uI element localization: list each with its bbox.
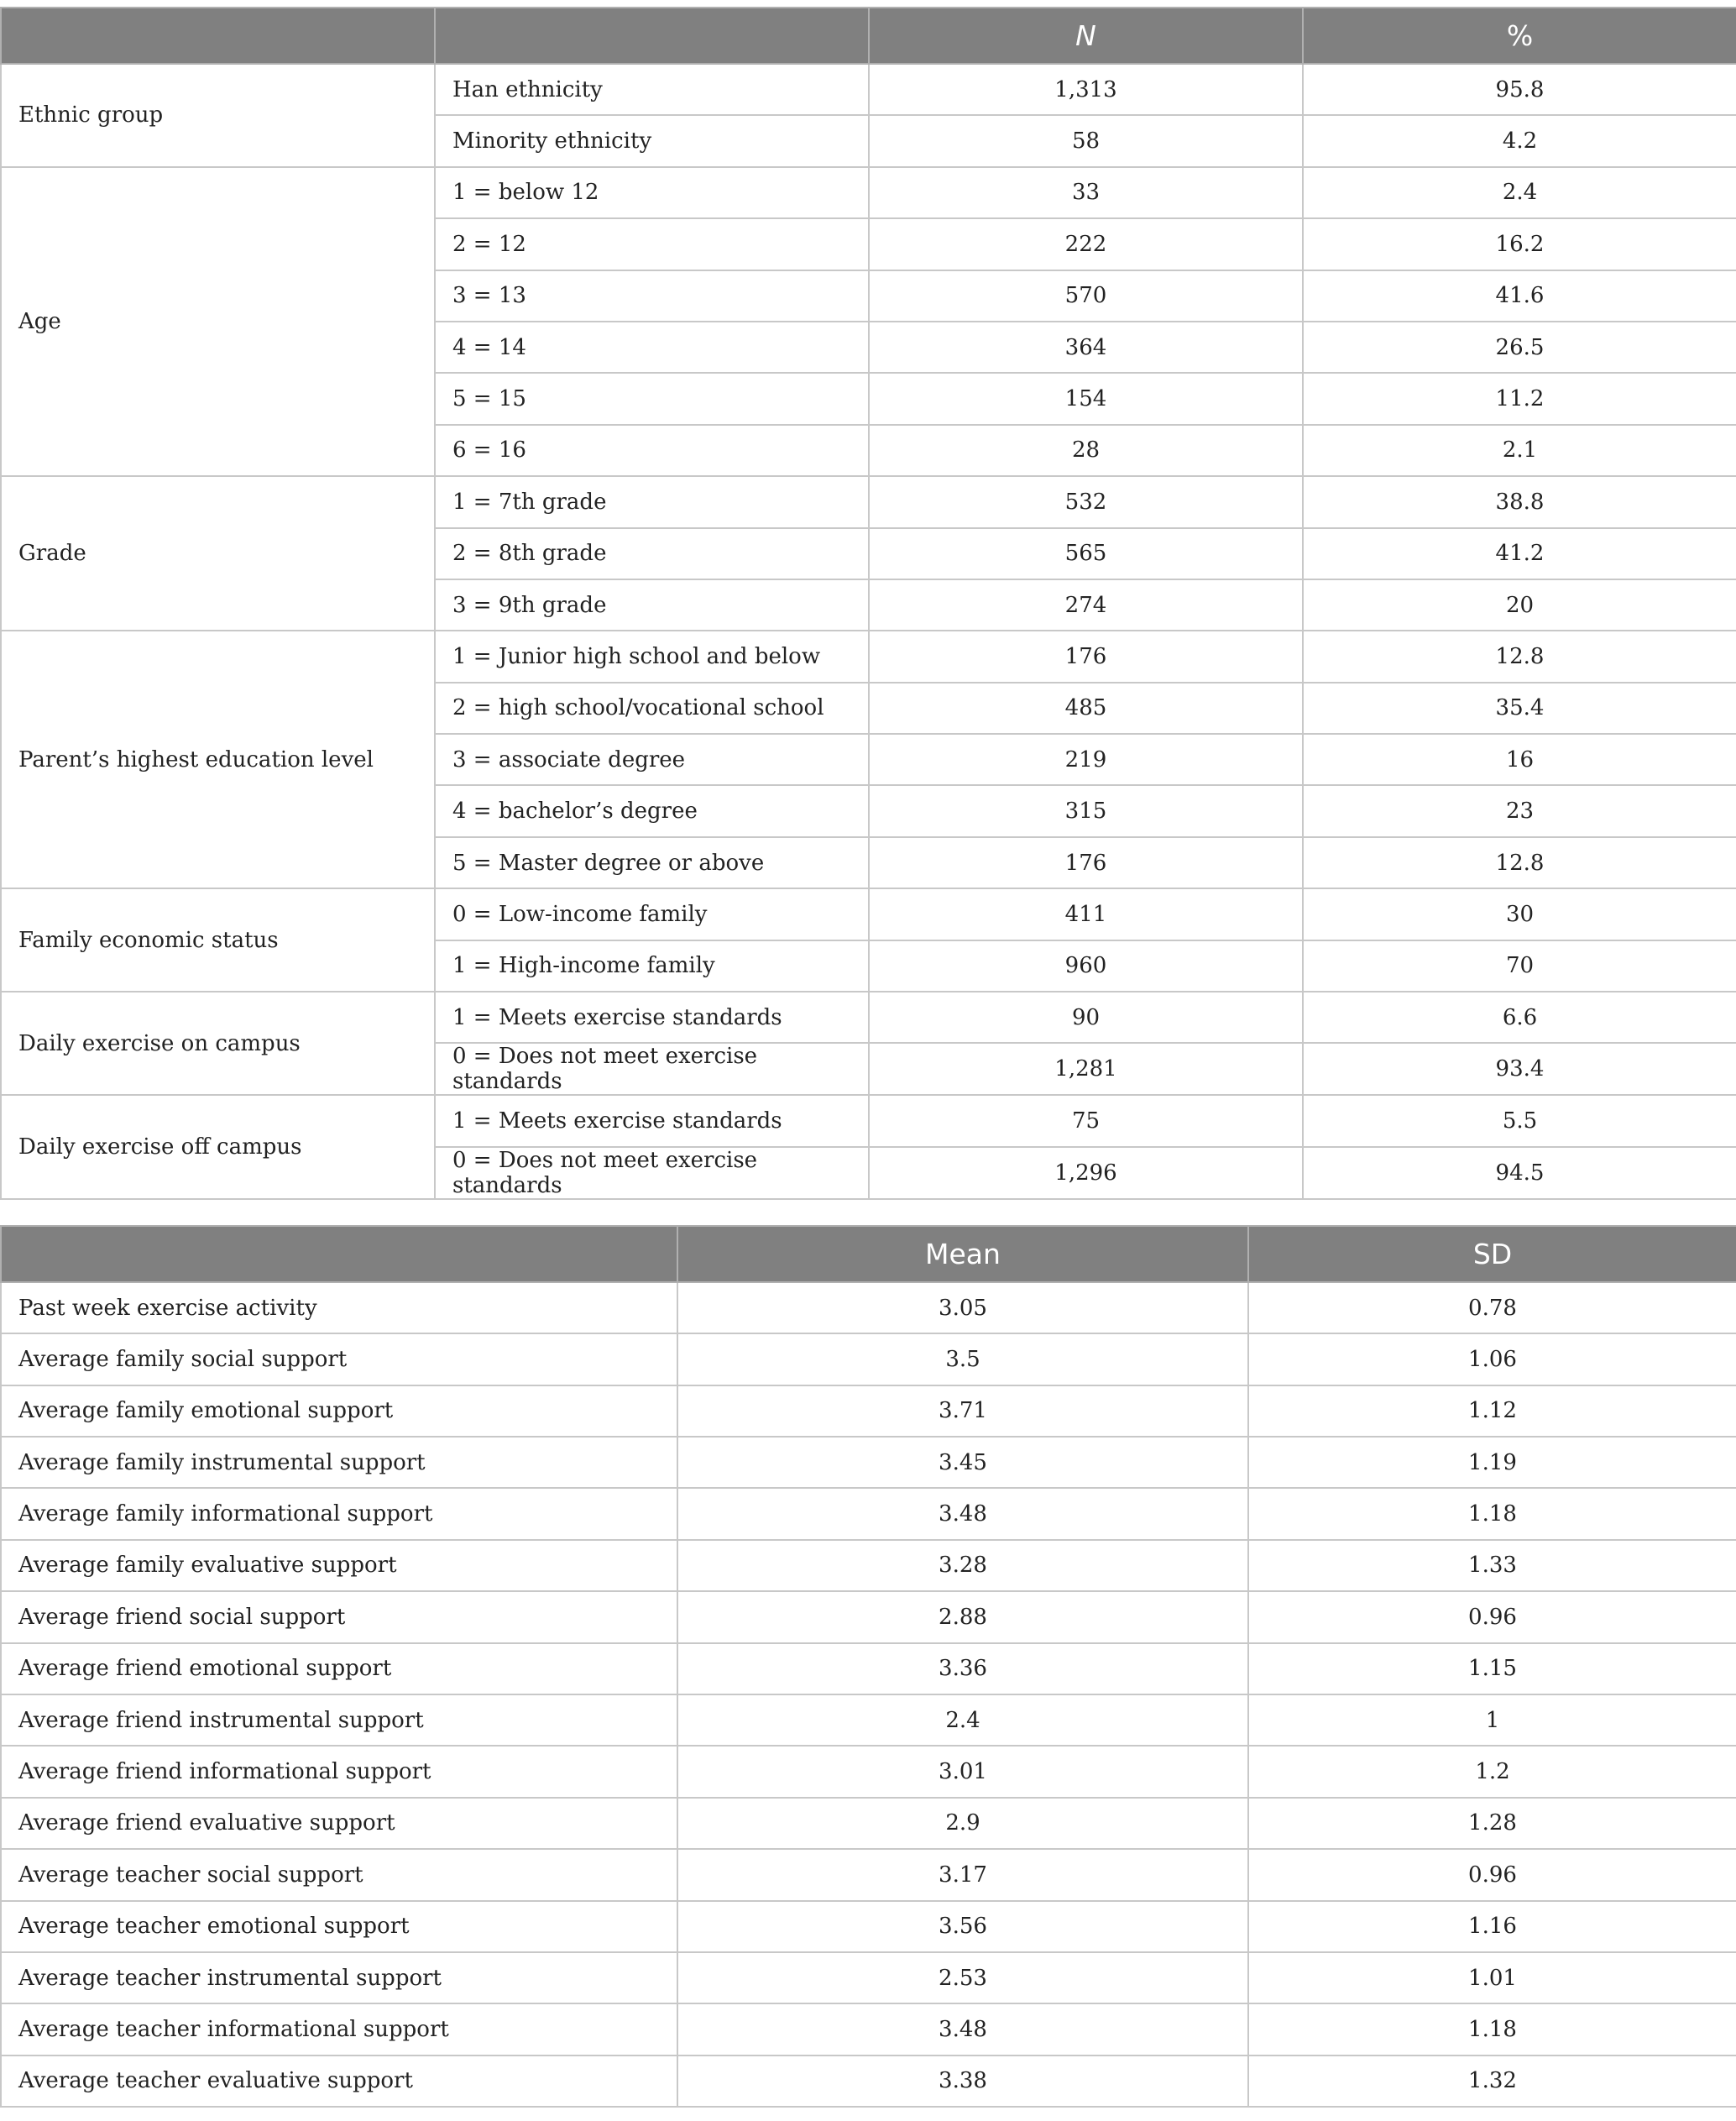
sd-cell: 0.96 xyxy=(1248,1591,1736,1642)
sd-cell: 0.78 xyxy=(1248,1282,1736,1333)
table-row xyxy=(1,1746,1736,1797)
header-n: N xyxy=(869,8,1303,64)
header-percent: % xyxy=(1303,8,1736,64)
demographics-table xyxy=(0,7,1736,1200)
category-cell: 1 = Meets exercise standards xyxy=(435,1095,869,1146)
n-cell: 58 xyxy=(869,115,1303,166)
table-row xyxy=(1,1901,1736,1952)
group-label: Family economic status xyxy=(1,888,435,992)
n-cell: 222 xyxy=(869,218,1303,270)
category-cell: Han ethnicity xyxy=(435,64,869,115)
category-cell: 3 = 13 xyxy=(435,270,869,322)
category-cell: 3 = associate degree xyxy=(435,734,869,785)
n-cell: 364 xyxy=(869,322,1303,373)
measure-label: Average teacher evaluative support xyxy=(1,2056,677,2107)
sd-cell: 1.2 xyxy=(1248,1746,1736,1797)
measure-label: Average teacher instrumental support xyxy=(1,1952,677,2003)
mean-cell: 2.4 xyxy=(677,1694,1248,1746)
table-row xyxy=(1,888,1736,940)
table-row xyxy=(1,1437,1736,1488)
percent-cell: 20 xyxy=(1303,579,1736,631)
n-cell: 75 xyxy=(869,1095,1303,1146)
table-row xyxy=(1,1643,1736,1694)
category-cell: 1 = Meets exercise standards xyxy=(435,992,869,1043)
percent-cell: 41.6 xyxy=(1303,270,1736,322)
n-cell: 1,313 xyxy=(869,64,1303,115)
sd-cell: 1 xyxy=(1248,1694,1736,1746)
table-row xyxy=(1,631,1736,682)
percent-cell: 5.5 xyxy=(1303,1095,1736,1146)
percent-cell: 2.1 xyxy=(1303,425,1736,476)
descriptives-body xyxy=(1,1282,1736,2107)
percent-cell: 94.5 xyxy=(1303,1147,1736,1199)
n-cell: 485 xyxy=(869,683,1303,734)
table-row xyxy=(1,1282,1736,1333)
sd-cell: 1.18 xyxy=(1248,1488,1736,1539)
category-cell: 0 = Low-income family xyxy=(435,888,869,940)
percent-cell: 95.8 xyxy=(1303,64,1736,115)
n-cell: 28 xyxy=(869,425,1303,476)
mean-cell: 3.48 xyxy=(677,2003,1248,2055)
n-cell: 532 xyxy=(869,476,1303,527)
table-row xyxy=(1,1488,1736,1539)
measure-label: Past week exercise activity xyxy=(1,1282,677,1333)
n-cell: 176 xyxy=(869,631,1303,682)
percent-cell: 93.4 xyxy=(1303,1043,1736,1095)
mean-cell: 3.38 xyxy=(677,2056,1248,2107)
mean-cell: 3.45 xyxy=(677,1437,1248,1488)
category-cell: 5 = 15 xyxy=(435,373,869,424)
header-category xyxy=(435,8,869,64)
sd-cell: 1.19 xyxy=(1248,1437,1736,1488)
sd-cell: 1.01 xyxy=(1248,1952,1736,2003)
category-cell: 5 = Master degree or above xyxy=(435,837,869,888)
category-cell: 1 = below 12 xyxy=(435,167,869,218)
mean-cell: 3.05 xyxy=(677,1282,1248,1333)
n-cell: 154 xyxy=(869,373,1303,424)
table-row xyxy=(1,992,1736,1043)
table-row xyxy=(1,1952,1736,2003)
n-cell: 411 xyxy=(869,888,1303,940)
header-mean: Mean xyxy=(677,1226,1248,1282)
category-cell: 1 = Junior high school and below xyxy=(435,631,869,682)
demographics-body xyxy=(1,64,1736,1199)
percent-cell: 38.8 xyxy=(1303,476,1736,527)
percent-cell: 35.4 xyxy=(1303,683,1736,734)
header-measure xyxy=(1,1226,677,1282)
descriptives-table xyxy=(0,1225,1736,2108)
group-label: Age xyxy=(1,167,435,476)
category-cell: Minority ethnicity xyxy=(435,115,869,166)
header-variable xyxy=(1,8,435,64)
mean-cell: 3.36 xyxy=(677,1643,1248,1694)
category-cell: 1 = High-income family xyxy=(435,940,869,992)
percent-cell: 16.2 xyxy=(1303,218,1736,270)
percent-cell: 70 xyxy=(1303,940,1736,992)
n-cell: 570 xyxy=(869,270,1303,322)
category-cell: 0 = Does not meet exercise standards xyxy=(435,1147,869,1199)
category-cell: 6 = 16 xyxy=(435,425,869,476)
mean-cell: 3.5 xyxy=(677,1333,1248,1385)
category-cell: 3 = 9th grade xyxy=(435,579,869,631)
percent-cell: 26.5 xyxy=(1303,322,1736,373)
sd-cell: 1.15 xyxy=(1248,1643,1736,1694)
category-cell: 4 = 14 xyxy=(435,322,869,373)
table-row xyxy=(1,64,1736,115)
table-row xyxy=(1,1591,1736,1642)
sd-cell: 1.32 xyxy=(1248,2056,1736,2107)
percent-cell: 11.2 xyxy=(1303,373,1736,424)
table-row xyxy=(1,2003,1736,2055)
sd-cell: 1.16 xyxy=(1248,1901,1736,1952)
measure-label: Average family informational support xyxy=(1,1488,677,1539)
n-cell: 33 xyxy=(869,167,1303,218)
measure-label: Average friend emotional support xyxy=(1,1643,677,1694)
category-cell: 0 = Does not meet exercise standards xyxy=(435,1043,869,1095)
mean-cell: 3.28 xyxy=(677,1540,1248,1591)
n-cell: 1,296 xyxy=(869,1147,1303,1199)
demographics-header-row xyxy=(1,8,1736,64)
table-row xyxy=(1,1540,1736,1591)
measure-label: Average family instrumental support xyxy=(1,1437,677,1488)
table-row xyxy=(1,476,1736,527)
descriptives-header-row xyxy=(1,1226,1736,1282)
percent-cell: 12.8 xyxy=(1303,631,1736,682)
mean-cell: 2.53 xyxy=(677,1952,1248,2003)
measure-label: Average family emotional support xyxy=(1,1385,677,1437)
table-row xyxy=(1,167,1736,218)
measure-label: Average friend informational support xyxy=(1,1746,677,1797)
category-cell: 1 = 7th grade xyxy=(435,476,869,527)
table-row xyxy=(1,1333,1736,1385)
measure-label: Average friend evaluative support xyxy=(1,1798,677,1849)
n-cell: 960 xyxy=(869,940,1303,992)
n-cell: 274 xyxy=(869,579,1303,631)
mean-cell: 2.9 xyxy=(677,1798,1248,1849)
percent-cell: 6.6 xyxy=(1303,992,1736,1043)
category-cell: 2 = high school/vocational school xyxy=(435,683,869,734)
mean-cell: 3.56 xyxy=(677,1901,1248,1952)
measure-label: Average friend instrumental support xyxy=(1,1694,677,1746)
measure-label: Average family evaluative support xyxy=(1,1540,677,1591)
n-cell: 219 xyxy=(869,734,1303,785)
sd-cell: 1.12 xyxy=(1248,1385,1736,1437)
percent-cell: 4.2 xyxy=(1303,115,1736,166)
category-cell: 4 = bachelor’s degree xyxy=(435,785,869,836)
group-label: Daily exercise off campus xyxy=(1,1095,435,1198)
group-label: Parent’s highest education level xyxy=(1,631,435,888)
table-row xyxy=(1,1849,1736,1900)
sd-cell: 1.28 xyxy=(1248,1798,1736,1849)
group-label: Grade xyxy=(1,476,435,631)
n-cell: 176 xyxy=(869,837,1303,888)
mean-cell: 3.71 xyxy=(677,1385,1248,1437)
measure-label: Average teacher emotional support xyxy=(1,1901,677,1952)
n-cell: 90 xyxy=(869,992,1303,1043)
percent-cell: 16 xyxy=(1303,734,1736,785)
measure-label: Average teacher informational support xyxy=(1,2003,677,2055)
group-label: Ethnic group xyxy=(1,64,435,167)
table-row xyxy=(1,2056,1736,2107)
mean-cell: 3.48 xyxy=(677,1488,1248,1539)
category-cell: 2 = 8th grade xyxy=(435,528,869,579)
sd-cell: 1.18 xyxy=(1248,2003,1736,2055)
mean-cell: 3.01 xyxy=(677,1746,1248,1797)
table-row xyxy=(1,1095,1736,1146)
n-cell: 565 xyxy=(869,528,1303,579)
percent-cell: 41.2 xyxy=(1303,528,1736,579)
n-cell: 1,281 xyxy=(869,1043,1303,1095)
table-row xyxy=(1,1798,1736,1849)
header-sd: SD xyxy=(1248,1226,1736,1282)
n-cell: 315 xyxy=(869,785,1303,836)
group-label: Daily exercise on campus xyxy=(1,992,435,1095)
percent-cell: 2.4 xyxy=(1303,167,1736,218)
table-row xyxy=(1,1694,1736,1746)
sd-cell: 0.96 xyxy=(1248,1849,1736,1900)
category-cell: 2 = 12 xyxy=(435,218,869,270)
percent-cell: 12.8 xyxy=(1303,837,1736,888)
tables-container xyxy=(0,7,1736,2108)
percent-cell: 30 xyxy=(1303,888,1736,940)
mean-cell: 2.88 xyxy=(677,1591,1248,1642)
sd-cell: 1.06 xyxy=(1248,1333,1736,1385)
measure-label: Average family social support xyxy=(1,1333,677,1385)
table-row xyxy=(1,1385,1736,1437)
sd-cell: 1.33 xyxy=(1248,1540,1736,1591)
measure-label: Average friend social support xyxy=(1,1591,677,1642)
measure-label: Average teacher social support xyxy=(1,1849,677,1900)
mean-cell: 3.17 xyxy=(677,1849,1248,1900)
percent-cell: 23 xyxy=(1303,785,1736,836)
